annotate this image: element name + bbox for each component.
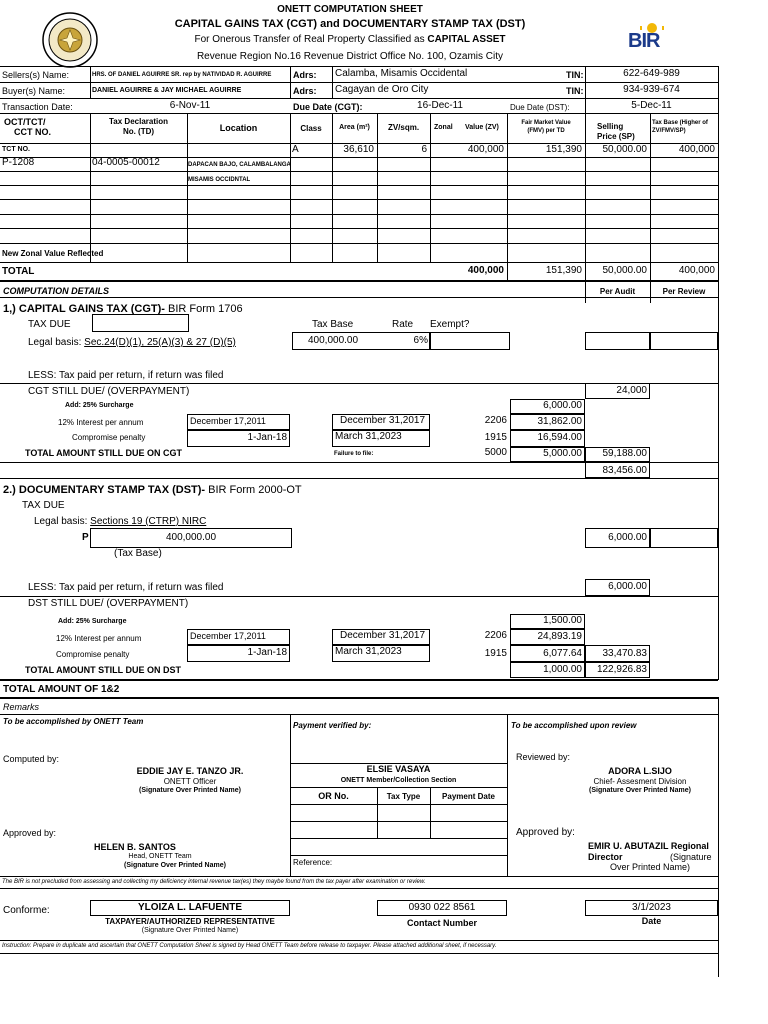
dst-form: BIR Form 2000-OT xyxy=(205,484,302,496)
txn-label: Transaction Date: xyxy=(2,102,73,112)
dst-legal-label: Legal basis: xyxy=(34,516,91,527)
hdr-cct: CCT NO. xyxy=(14,127,51,137)
title-transfer-text: For Onerous Transfer of Real Property Classified as xyxy=(194,34,428,45)
title-revenue-region: Revenue Region No.16 Revenue District Office No. 100, Ozamis City xyxy=(196,51,504,62)
seller-label: Sellers(s) Name: xyxy=(2,70,70,80)
cgt-legal-value: Sec.24(D)(1), 25(A)(3) & 27 (D)(5) xyxy=(84,337,236,348)
contact-label: Contact Number xyxy=(406,918,477,928)
taxpayer-title: TAXPAYER/AUTHORIZED REPRESENTATIVE xyxy=(105,917,275,926)
cell-class: A xyxy=(292,144,299,155)
reference-label: Reference: xyxy=(293,858,333,867)
hdr-td1: Tax Declaration xyxy=(109,117,168,126)
payment-verified-label: Payment verified by: xyxy=(293,721,372,730)
dst-penalties: 33,470.83 xyxy=(602,648,647,659)
tax-type-header: Tax Type xyxy=(386,792,421,801)
cgt-comp-from: 1-Jan-18 xyxy=(247,432,287,443)
cgt-legal-basis xyxy=(28,337,236,348)
cell-base: 400,000 xyxy=(678,144,715,155)
remarks-label: Remarks xyxy=(3,702,40,712)
dst-total-label: TOTAL AMOUNT STILL DUE ON DST xyxy=(25,665,181,675)
buyer-tin: 934-939-674 xyxy=(623,84,680,95)
cell-zvsqm: 6 xyxy=(421,144,427,155)
payment-date-header: Payment Date xyxy=(442,792,495,801)
cgt-int-from: December 17,2011 xyxy=(190,416,266,426)
dst-int-days: 2206 xyxy=(484,630,507,641)
cgt-exempt-box[interactable] xyxy=(430,332,510,350)
hdr-base2: ZV/FMV/SP) xyxy=(652,128,686,134)
cgt-title-text: 1,) CAPITAL GAINS TAX (CGT)- xyxy=(3,303,165,315)
cgt-due-value: 16-Dec-11 xyxy=(417,100,463,111)
disclaimer-text: The BIR is not precluded from assessing and collecting my deficiency internal revenue tax(es) they maybe found from the tax payer after examination or review. xyxy=(2,879,426,885)
or-no-header: OR No. xyxy=(318,791,349,801)
cgt-total: 83,456.00 xyxy=(602,465,647,476)
total-fmv: 151,390 xyxy=(545,265,582,276)
dst-total: 122,926.83 xyxy=(596,664,647,675)
exempt-label: Exempt? xyxy=(430,319,470,330)
title-capital-asset: CAPITAL ASSET xyxy=(427,34,506,45)
total-label: TOTAL xyxy=(2,266,35,277)
hdr-area: Area (m²) xyxy=(339,124,370,131)
computed-name: EDDIE JAY E. TANZO JR. xyxy=(136,766,244,776)
hdr-location: Location xyxy=(219,123,258,133)
tax-base-label: Tax Base xyxy=(312,319,354,330)
instruction-text: Instruction: Prepare in duplicate and ascertain that ONETT Computation Sheet is signed by Head ONETT Team before release to taxpayer. Please attached additional sheet, if necessary. xyxy=(2,943,497,949)
bir-logo xyxy=(626,22,678,52)
reviewed-name: ADORA L.SIJO xyxy=(608,766,672,776)
cell-td: 04-0005-00012 xyxy=(92,157,160,168)
seller-tin-label: TIN: xyxy=(566,70,584,80)
buyer-label: Buyer(s) Name: xyxy=(2,86,66,96)
title-transfer xyxy=(150,34,550,45)
hdr-base1: Tax Base (Higher of xyxy=(652,120,708,126)
dst-compromise: 1,000.00 xyxy=(543,664,582,675)
reviewed-title: Chief- Assesment Division xyxy=(593,777,687,786)
buyer-adrs-label: Adrs: xyxy=(293,86,317,96)
buyer-tin-label: TIN: xyxy=(566,86,584,96)
cgt-tax-due-box[interactable] xyxy=(92,314,189,332)
approved-by2-label: Approved by: xyxy=(516,827,575,838)
hdr-sp1: Selling xyxy=(597,122,624,131)
approved-name: HELEN B. SANTOS xyxy=(94,842,176,852)
onett-team-label: To be accomplished by ONETT Team xyxy=(3,717,144,726)
seal-logo xyxy=(42,12,98,68)
regional-sig1: (Signature xyxy=(670,852,712,862)
dst-compromise-label: Compromise penalty xyxy=(56,650,130,659)
peso-sign: P xyxy=(82,532,89,543)
dst-less-label: LESS: Tax paid per return, if return was filed xyxy=(28,582,224,593)
dst-comp-from: 1-Jan-18 xyxy=(247,647,287,658)
hdr-sp2: Price (SP) xyxy=(597,132,635,141)
dst-review-box xyxy=(650,528,718,548)
txn-value: 6-Nov-11 xyxy=(169,100,211,111)
dst-due-label: Due Date (DST): xyxy=(510,103,570,112)
cgt-less-label: LESS: Tax paid per return, if return was filed xyxy=(28,370,224,381)
cgt-form: BIR Form 1706 xyxy=(164,303,243,315)
cgt-interest: 31,862.00 xyxy=(537,416,582,427)
dst-int-from: December 17,2011 xyxy=(190,631,266,641)
cgt-rate: 6% xyxy=(413,335,428,346)
total-base: 400,000 xyxy=(678,265,715,276)
cgt-legal-label: Legal basis: xyxy=(28,337,85,348)
cgt-tax-base: 400,000.00 xyxy=(308,335,359,346)
cell-area: 36,610 xyxy=(343,144,374,155)
row-tct-label: TCT NO. xyxy=(2,146,30,153)
cgt-failure-amt: 5000 xyxy=(484,447,507,458)
cgt-compromise-label: Compromise penalty xyxy=(72,433,146,442)
cgt-total-label: TOTAL AMOUNT STILL DUE ON CGT xyxy=(25,448,182,458)
dst-paid: 6,000.00 xyxy=(608,581,647,592)
total-zv: 400,000 xyxy=(467,265,504,276)
title-cgt-dst: CAPITAL GAINS TAX (CGT) and DOCUMENTARY STAMP TAX (DST) xyxy=(174,18,526,30)
cgt-interest2: 16,594.00 xyxy=(537,432,582,443)
dst-tax-due-label: TAX DUE xyxy=(22,500,65,511)
dst-legal-value: Sections 19 (CTRP) NIRC xyxy=(90,516,207,527)
cgt-int-to: December 31,2017 xyxy=(340,415,426,426)
dst-tax-base: 400,000.00 xyxy=(165,532,217,543)
cgt-compromise: 5,000.00 xyxy=(543,448,582,459)
date-value: 3/1/2023 xyxy=(632,902,671,913)
rate-label: Rate xyxy=(392,319,414,330)
conforme-label: Conforme: xyxy=(3,905,50,916)
dst-comp-days: 1915 xyxy=(484,648,507,659)
dst-interest2: 6,077.64 xyxy=(543,648,582,659)
grand-total-label: TOTAL AMOUNT OF 1&2 xyxy=(3,684,120,695)
cgt-tax-due-label: TAX DUE xyxy=(28,319,71,330)
cgt-comp-to: March 31,2023 xyxy=(335,431,402,442)
seller-adrs: Calamba, Misamis Occidental xyxy=(335,68,468,79)
reviewed-sig: (Signature Over Printed Name) xyxy=(589,787,691,794)
per-review-label: Per Review xyxy=(662,287,706,296)
seller-tin: 622-649-989 xyxy=(623,68,680,79)
dst-surcharge-label: Add: 25% Surcharge xyxy=(58,618,127,625)
total-sp: 50,000.00 xyxy=(602,265,647,276)
buyer-adrs: Cagayan de Oro City xyxy=(335,84,429,95)
dst-interest: 24,893.19 xyxy=(537,631,582,642)
per-audit-label: Per Audit xyxy=(599,287,636,296)
dst-tax-base-label: (Tax Base) xyxy=(114,548,162,559)
dst-interest-label: 12% Interest per annum xyxy=(56,634,142,643)
cgt-still-value: 24,000 xyxy=(616,385,647,396)
dst-comp-to: March 31,2023 xyxy=(335,646,402,657)
seller-value: HRS. OF DANIEL AGUIRRE SR. rep by NATIVIDAD R. AGUIRRE xyxy=(92,72,272,78)
cgt-audit-box xyxy=(585,332,650,350)
hdr-fmv2: (FMV) per TD xyxy=(527,128,565,134)
computed-title: ONETT Officer xyxy=(163,777,217,786)
buyer-value: DANIEL AGUIRRE & JAY MICHAEL AGUIRRE xyxy=(92,87,242,94)
new-zonal-label: New Zonal Value Reflected xyxy=(2,249,104,258)
cgt-due-label: Due Date (CGT): xyxy=(293,102,363,112)
taxpayer-sig: (Signature Over Printed Name) xyxy=(141,927,239,934)
computed-sig: (Signature Over Printed Name) xyxy=(139,787,241,794)
dst-int-to: December 31,2017 xyxy=(340,630,426,641)
title-onett: ONETT COMPUTATION SHEET xyxy=(277,4,423,15)
dst-due-value: 5-Dec-11 xyxy=(631,100,672,111)
bir-logo-text: BIR xyxy=(628,30,660,52)
contact-number: 0930 022 8561 xyxy=(408,902,476,913)
cgt-review-box xyxy=(650,332,718,350)
approved-by-label: Approved by: xyxy=(3,828,57,838)
hdr-zonal: Zonal xyxy=(434,124,453,131)
cgt-surcharge-label: Add: 25% Surcharge xyxy=(65,402,134,409)
dst-title xyxy=(3,484,302,496)
computation-title: COMPUTATION DETAILS xyxy=(3,286,109,296)
cgt-comp-days: 1915 xyxy=(484,432,507,443)
hdr-zvsqm: ZV/sqm. xyxy=(387,123,420,132)
taxpayer-name: YLOIZA L. LAFUENTE xyxy=(137,902,243,913)
upon-review-label: To be accomplished upon review xyxy=(511,721,637,730)
regional-sig2: Over Printed Name) xyxy=(610,862,691,872)
cgt-surcharge: 6,000.00 xyxy=(543,400,582,411)
cgt-interest-label: 12% Interest per annum xyxy=(58,418,144,427)
cell-location2: MISAMIS OCCIDNTAL xyxy=(188,177,251,183)
hdr-oct: OCT/TCT/ xyxy=(4,117,46,127)
verified-name: ELSIE VASAYA xyxy=(366,764,431,774)
hdr-value: Value (ZV) xyxy=(465,124,499,131)
dst-legal-basis xyxy=(34,516,206,527)
cell-fmv: 151,390 xyxy=(545,144,582,155)
cell-location1: DAPACAN BAJO, CALAMBALANGA xyxy=(188,162,291,168)
approved-sig: (Signature Over Printed Name) xyxy=(124,862,226,869)
date-label: Date xyxy=(641,916,662,926)
hdr-td2: No. (TD) xyxy=(122,127,155,136)
cell-zv: 400,000 xyxy=(467,144,504,155)
hdr-fmv1: Fair Market Value xyxy=(521,120,571,126)
dst-title-text: 2.) DOCUMENTARY STAMP TAX (DST)- xyxy=(3,484,206,496)
reviewed-by-label: Reviewed by: xyxy=(516,752,571,762)
approved-title: Head, ONETT Team xyxy=(128,853,192,860)
cell-tct: P-1208 xyxy=(2,157,35,168)
cgt-penalties: 59,188.00 xyxy=(602,448,647,459)
seller-adrs-label: Adrs: xyxy=(293,70,317,80)
hdr-class: Class xyxy=(300,124,322,133)
regional-name: EMIR U. ABUTAZIL Regional xyxy=(588,841,709,851)
cgt-int-days: 2206 xyxy=(484,415,507,426)
dst-per-audit: 6,000.00 xyxy=(608,532,647,543)
cell-sp: 50,000.00 xyxy=(602,144,647,155)
dst-surcharge: 1,500.00 xyxy=(543,615,582,626)
cgt-still-due-label: CGT STILL DUE/ (OVERPAYMENT) xyxy=(28,386,190,397)
regional-title: Director xyxy=(588,852,623,862)
computed-by-label: Computed by: xyxy=(3,754,60,764)
verified-title: ONETT Member/Collection Section xyxy=(340,777,457,784)
failure-label: Failure to file: xyxy=(334,451,374,457)
dst-still-due-label: DST STILL DUE/ (OVERPAYMENT) xyxy=(28,598,189,609)
